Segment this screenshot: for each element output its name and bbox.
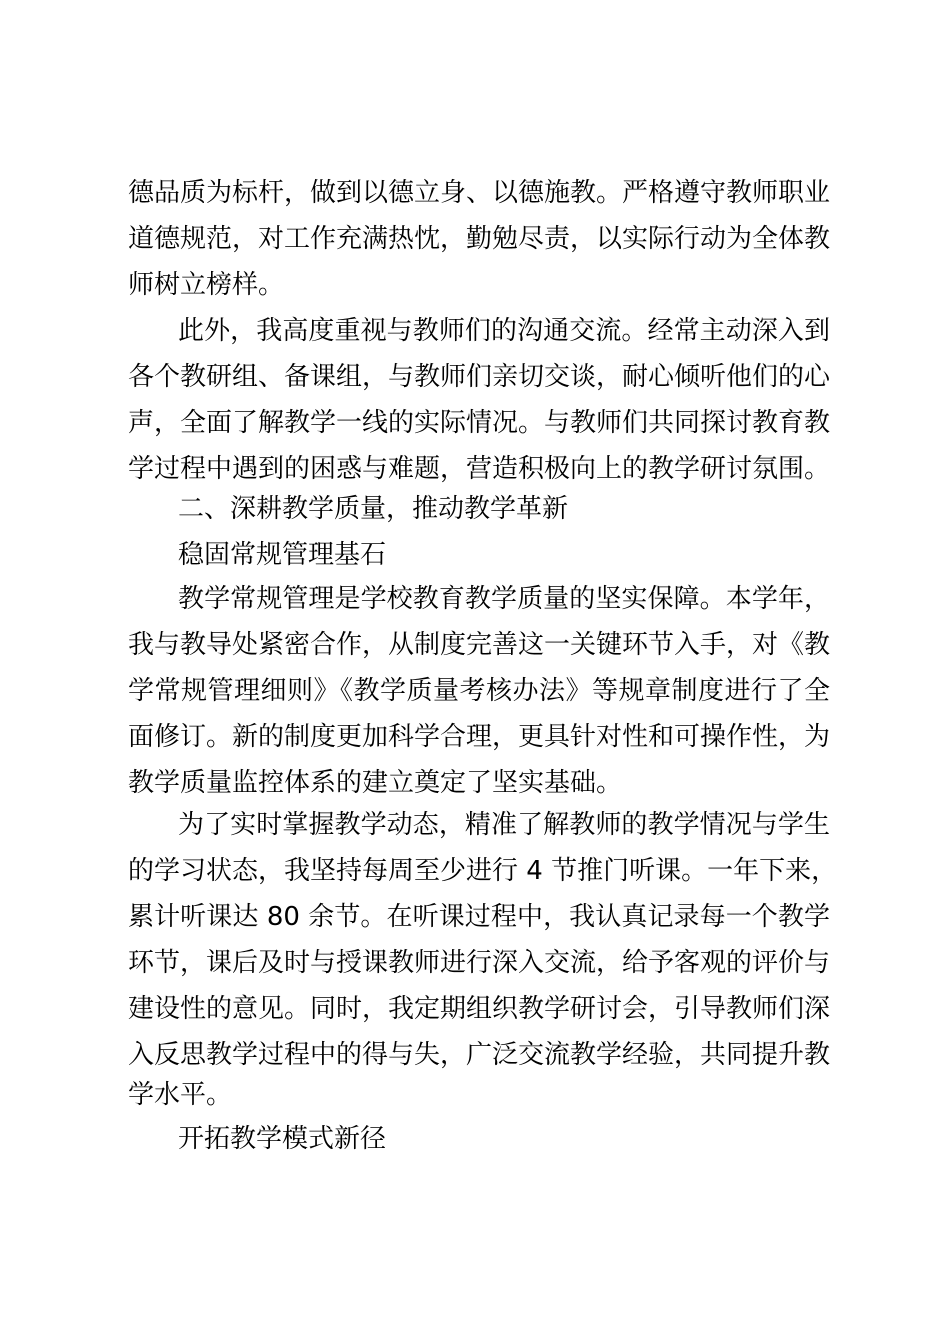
- text-line: 德品质为标杆，做到以德立身、以德施教。严格遵守教师职业: [128, 178, 831, 208]
- text-line: 建设性的意见。同时，我定期组织教学研讨会，引导教师们深: [128, 994, 831, 1024]
- text-line: 面修订。新的制度更加科学合理，更具针对性和可操作性，为: [128, 722, 831, 752]
- text-line: 师树立榜样。: [128, 270, 285, 300]
- text-line: 教学质量监控体系的建立奠定了坚实基础。: [128, 768, 623, 798]
- text-line: 为了实时掌握教学动态，精准了解教师的教学情况与学生: [178, 810, 830, 840]
- text-line: 我与教导处紧密合作，从制度完善这一关键环节入手，对《教: [128, 630, 831, 660]
- text-line: 学过程中遇到的困惑与难题，营造积极向上的教学研讨氛围。: [128, 454, 831, 484]
- text-line: 教学常规管理是学校教育教学质量的坚实保障。本学年，: [178, 584, 830, 614]
- subsection-heading: 开拓教学模式新径: [178, 1124, 387, 1154]
- text-line: 学水平。: [128, 1080, 233, 1110]
- text-line: 环节，课后及时与授课教师进行深入交流，给予客观的评价与: [128, 948, 831, 978]
- text-line: 学常规管理细则》《教学质量考核办法》等规章制度进行了全: [128, 676, 830, 706]
- text-line: 声，全面了解教学一线的实际情况。与教师们共同探讨教育教: [128, 408, 831, 438]
- text-line: 各个教研组、备课组，与教师们亲切交谈，耐心倾听他们的心: [128, 362, 831, 392]
- text-line: 的学习状态，我坚持每周至少进行 4 节推门听课。一年下来，: [128, 856, 838, 886]
- text-line: 入反思教学过程中的得与失，广泛交流教学经验，共同提升教: [128, 1040, 831, 1070]
- section-heading: 二、深耕教学质量，推动教学革新: [178, 494, 569, 524]
- subsection-heading: 稳固常规管理基石: [178, 540, 387, 570]
- text-line: 此外，我高度重视与教师们的沟通交流。经常主动深入到: [178, 316, 830, 346]
- text-line: 累计听课达 80 余节。在听课过程中，我认真记录每一个教学: [128, 902, 830, 932]
- text-line: 道德规范，对工作充满热忱，勤勉尽责，以实际行动为全体教: [128, 224, 831, 254]
